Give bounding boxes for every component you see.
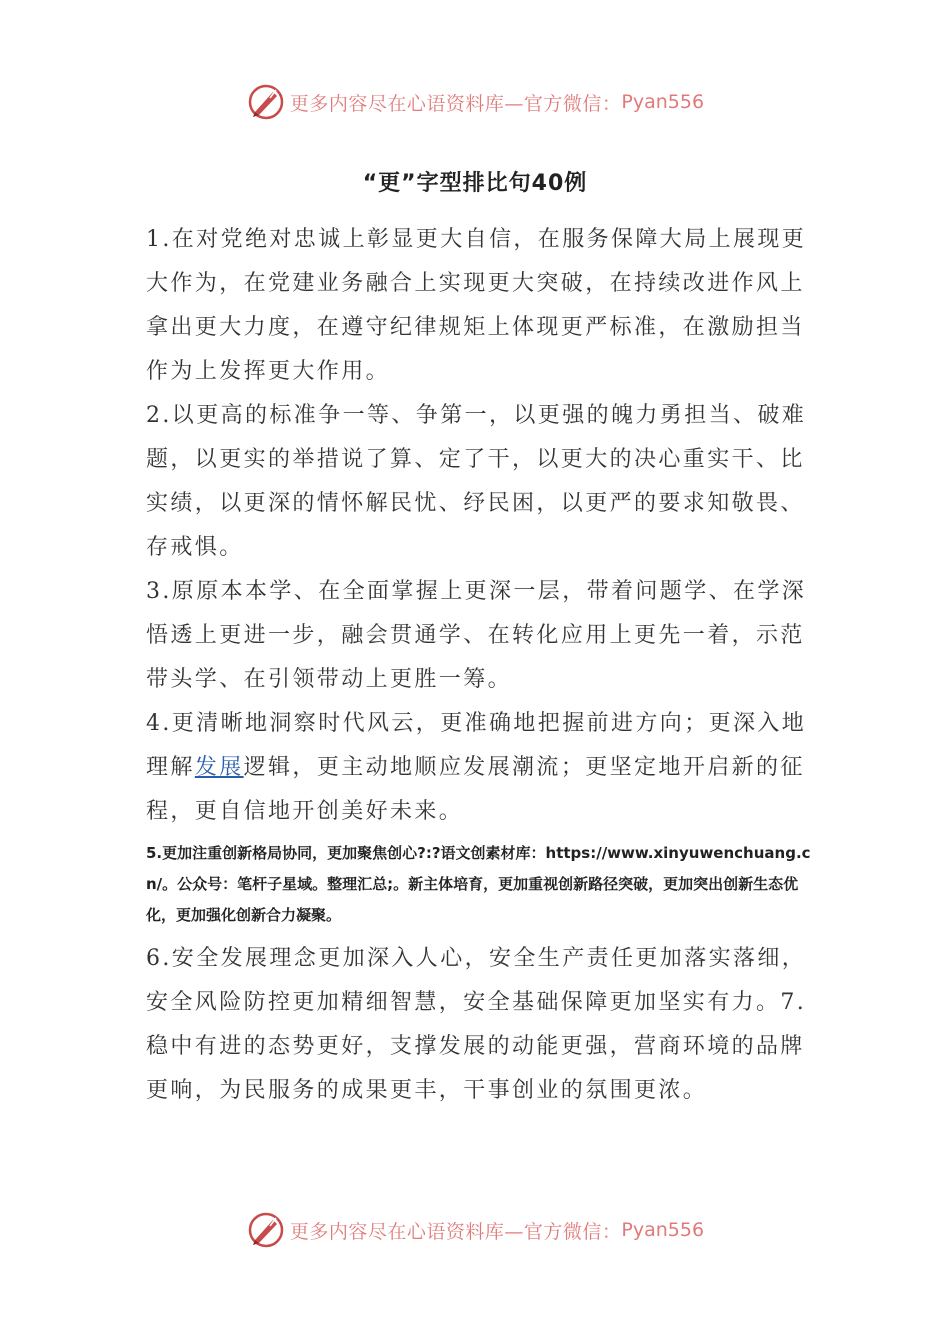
header-banner [0, 80, 950, 124]
document-title: “更”字型排比句40例 [362, 171, 588, 196]
paragraph-4 [146, 702, 811, 834]
pen-logo-icon [246, 1210, 286, 1250]
banner-text: 更多内容尽在心语资料库—官方微信： [289, 1220, 622, 1243]
banner-wechat-id: Pyan556 [621, 1219, 705, 1241]
document-body [146, 218, 811, 1113]
banner-wechat-id: Pyan556 [621, 91, 705, 113]
paragraph-5: 5.更加注重创新格局协同，更加聚焦创心?:?语文创素材库：https://www.xinyuwenchuang.cn/。公众号：笔杆子星域。整理汇总;。新主体培育，更加重视创新路径突破，更加突出创新生态优化，更加强化创新合力凝聚。 [146, 844, 811, 924]
paragraph-4-text-before: 4.更清晰地洞察时代风云，更准确地把握前进方向；更深入地理解 [146, 711, 807, 780]
paragraph-1: 1.在对党绝对忠诚上彰显更大自信，在服务保障大局上展现更大作为，在党建业务融合上实现更大突破，在持续改进作风上拿出更大力度，在遵守纪律规矩上体现更严标准，在激励担当作为上发挥更大作用。 [146, 227, 807, 384]
development-link[interactable]: 发展 [194, 755, 244, 780]
banner-text: 更多内容尽在心语资料库—官方微信： [289, 92, 622, 115]
paragraph-4-text-after: 逻辑，更主动地顺应发展潮流；更坚定地开启新的征程，更自信地开创美好未来。 [146, 755, 805, 824]
paragraph-6: 6.安全发展理念更加深入人心，安全生产责任更加落实落细，安全风险防控更加精细智慧，安全基础保障更加坚实有力。7.稳中有进的态势更好，支撑发展的动能更强，营商环境的品牌更响，为民服务的成果更丰，干事创业的氛围更浓。 [146, 946, 807, 1103]
pen-logo-icon [246, 82, 286, 122]
paragraph-3: 3.原原本本学、在全面掌握上更深一层，带着问题学、在学深悟透上更进一步，融会贯通学、在转化应用上更先一着，示范带头学、在引领带动上更胜一筹。 [146, 579, 807, 692]
footer-banner [0, 1208, 950, 1252]
paragraph-2: 2.以更高的标准争一等、争第一，以更强的魄力勇担当、破难题，以更实的举措说了算、定了干，以更大的决心重实干、比实绩，以更深的情怀解民忧、纾民困，以更严的要求知敬畏、存戒惧。 [146, 403, 807, 560]
